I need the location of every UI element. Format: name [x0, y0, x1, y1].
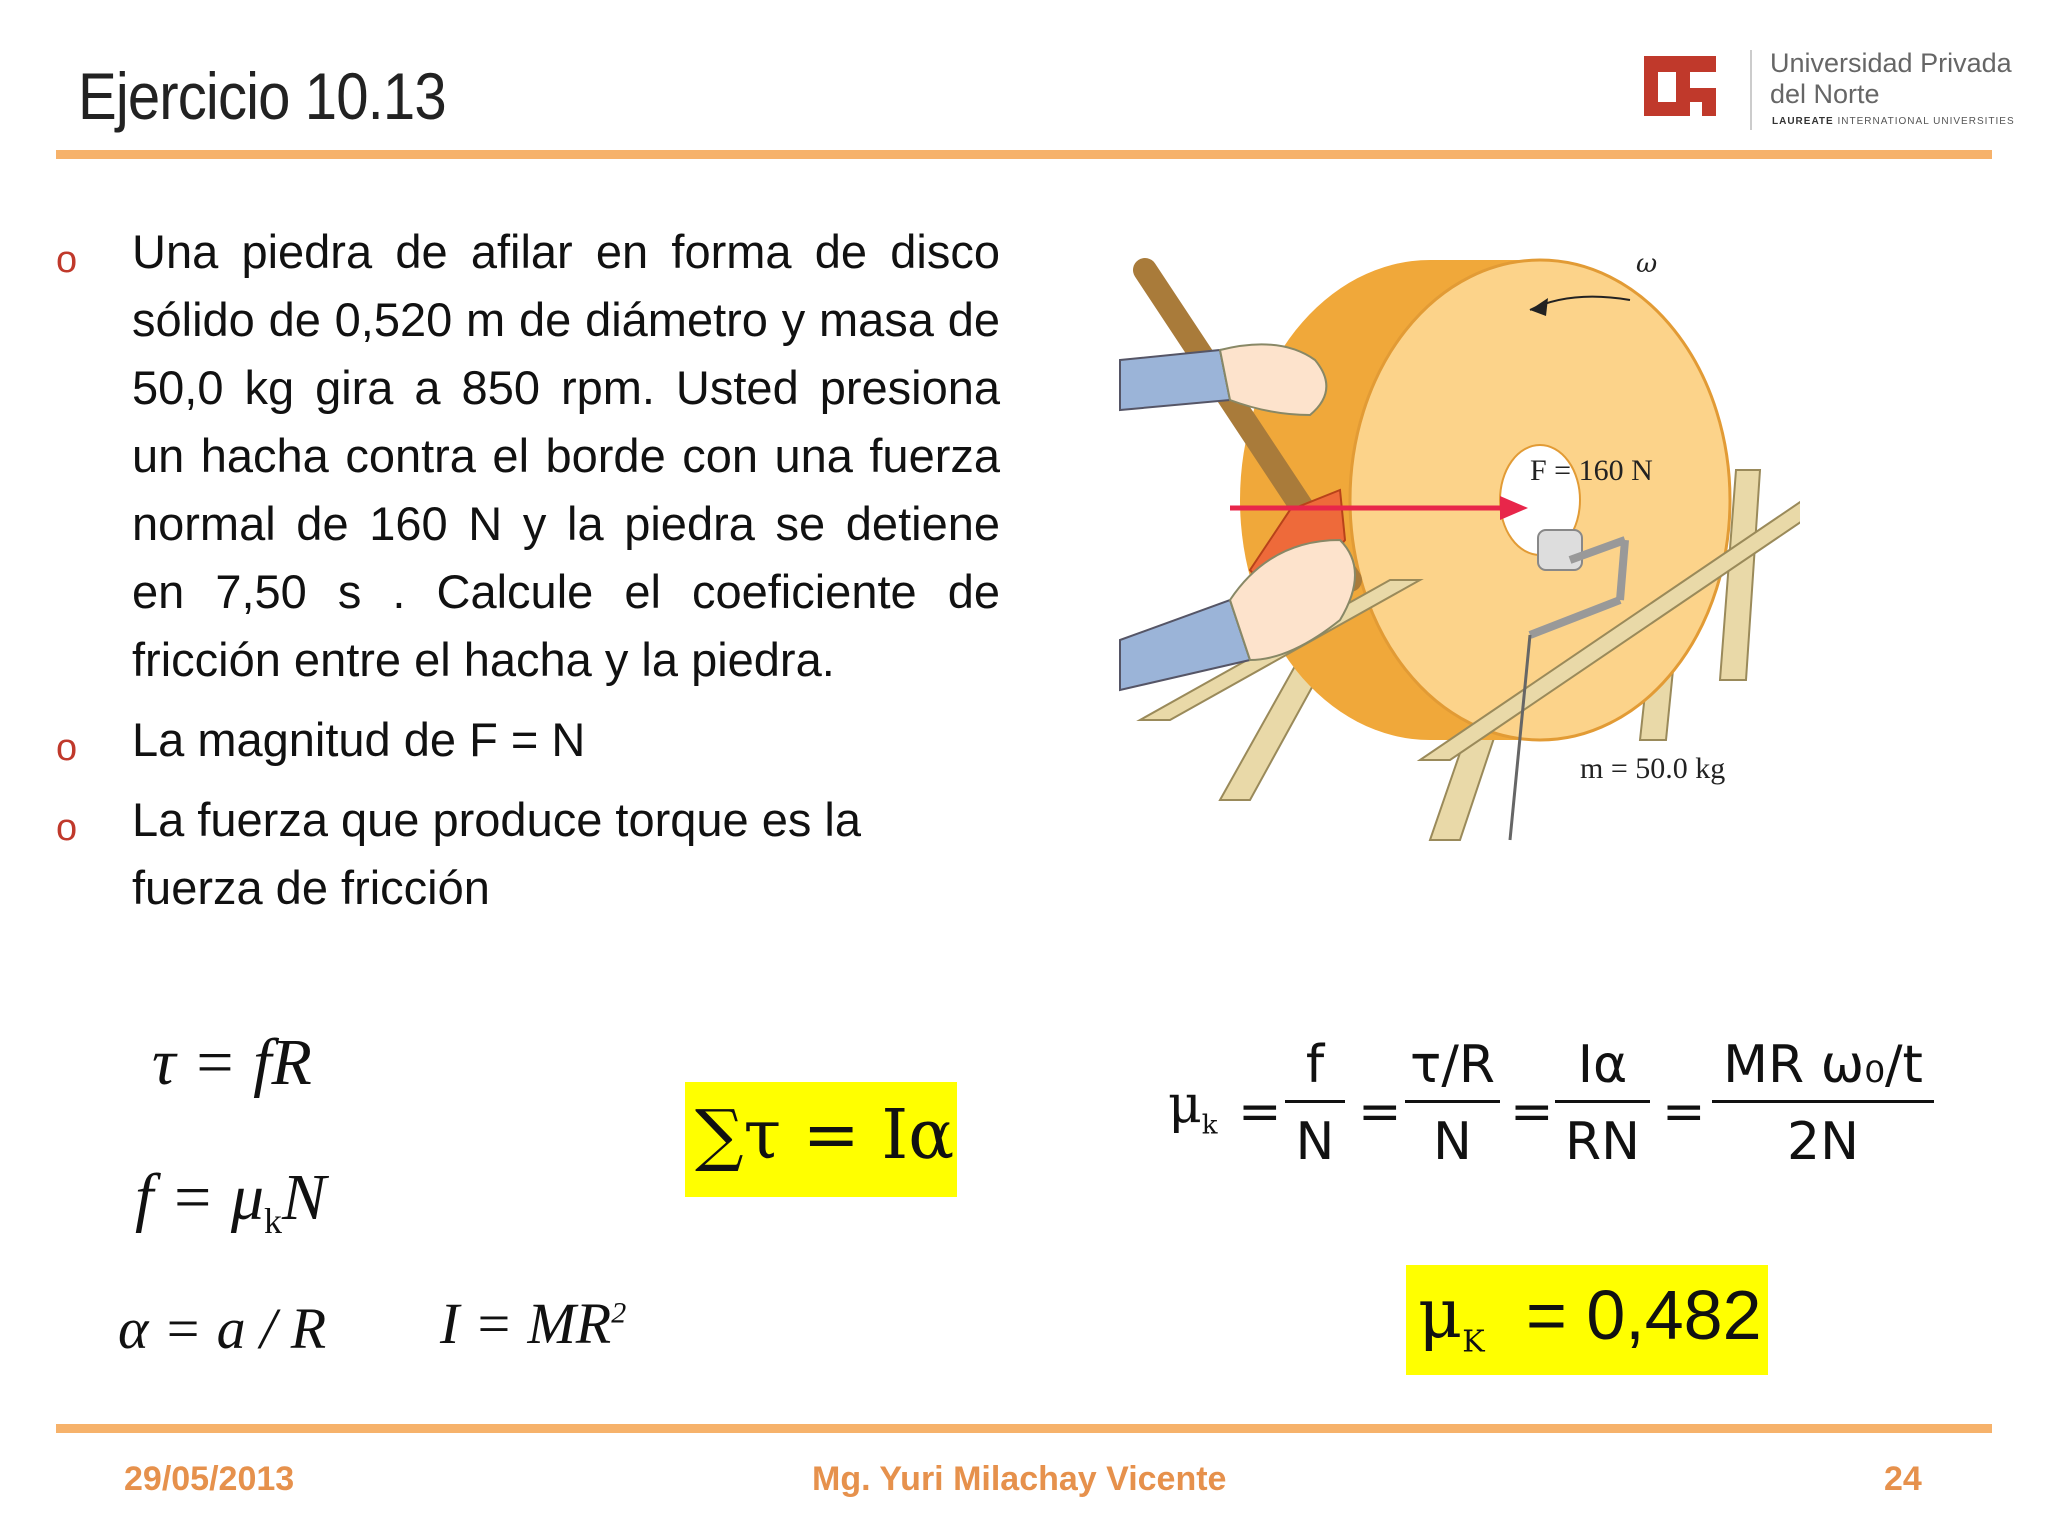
logo-name-line1: Universidad Privada — [1770, 48, 2012, 78]
inertia-exp: 2 — [611, 1296, 627, 1330]
equation-alpha: α = a / R — [118, 1296, 327, 1361]
bullet-text: La magnitud de F = N — [132, 713, 586, 766]
mu-derivation — [1160, 1030, 1940, 1180]
bullet-item — [50, 706, 1000, 774]
fraction-2: τ/R N — [1405, 1030, 1500, 1173]
bullet-text: Una piedra de afilar en forma de disco sólido de 0,520 m de diámetro y masa de 50,0 kg gira a 850 rpm. Usted presiona un hacha contra el borde con una fuerza normal de 160 N y la piedra se detiene en 7,50 s . Calcule el coeficiente de fricción entre el hacha y la piedra. — [132, 225, 1000, 686]
mu-symbol: $\mu_k$ — [1168, 1075, 1218, 1141]
equals-sign: = — [1358, 1082, 1402, 1142]
equation-torque: τ = fR — [152, 1026, 312, 1099]
fraction-4: MR ω₀/t 2N — [1712, 1030, 1934, 1173]
equals-sign: = — [1662, 1082, 1706, 1142]
equation-friction — [135, 1160, 326, 1242]
footer-date: 29/05/2013 — [124, 1460, 295, 1498]
bullet-item — [50, 786, 1000, 922]
equals-sign: = — [1510, 1082, 1554, 1142]
slide-title: Ejercicio 10.13 — [78, 59, 446, 133]
sum-torque-text: ∑τ = Iα — [695, 1096, 955, 1175]
result-box — [1406, 1265, 1768, 1375]
equation-inertia — [440, 1290, 626, 1357]
logo-name-line2: del Norte — [1770, 79, 1880, 109]
university-logo — [1640, 52, 1736, 132]
bullet-text: La fuerza que produce torque es la fuerza de fricción — [132, 793, 862, 914]
result-mu: $\mu_K$ — [1418, 1275, 1485, 1360]
friction-tail: N — [282, 1161, 327, 1234]
footer-rule — [56, 1424, 1992, 1433]
bullet-marker: o — [56, 727, 78, 769]
footer-page-number: 24 — [1884, 1460, 1922, 1498]
logo-name — [1770, 48, 2012, 110]
bullet-item — [50, 218, 1000, 694]
logo-tagline-rest: INTERNATIONAL UNIVERSITIES — [1837, 116, 2015, 127]
force-label: F = 160 N — [1530, 454, 1653, 487]
bullet-marker: o — [56, 239, 78, 281]
fraction-1: f N — [1285, 1030, 1345, 1173]
header-rule — [56, 150, 1992, 159]
inertia-main: I = MR — [440, 1291, 612, 1356]
logo-tagline-bold: LAUREATE — [1772, 116, 1834, 127]
grinding-wheel-figure — [1100, 240, 1800, 860]
footer-author: Mg. Yuri Milachay Vicente — [812, 1460, 1227, 1498]
omega-label: ω — [1636, 249, 1658, 279]
fraction-3: Iα RN — [1555, 1030, 1650, 1173]
sum-torque-box — [685, 1082, 957, 1197]
equals-sign: = — [1238, 1082, 1282, 1142]
logo-divider — [1750, 50, 1752, 130]
bullet-marker: o — [56, 807, 78, 849]
bullet-list — [50, 218, 1000, 934]
result-value: = 0,482 — [1526, 1276, 1762, 1354]
mass-label: m = 50.0 kg — [1580, 752, 1726, 785]
friction-sub: k — [264, 1201, 283, 1242]
logo-tagline — [1772, 116, 2015, 127]
logo-mark-icon — [1640, 52, 1736, 132]
friction-main: f = μ — [135, 1161, 265, 1234]
